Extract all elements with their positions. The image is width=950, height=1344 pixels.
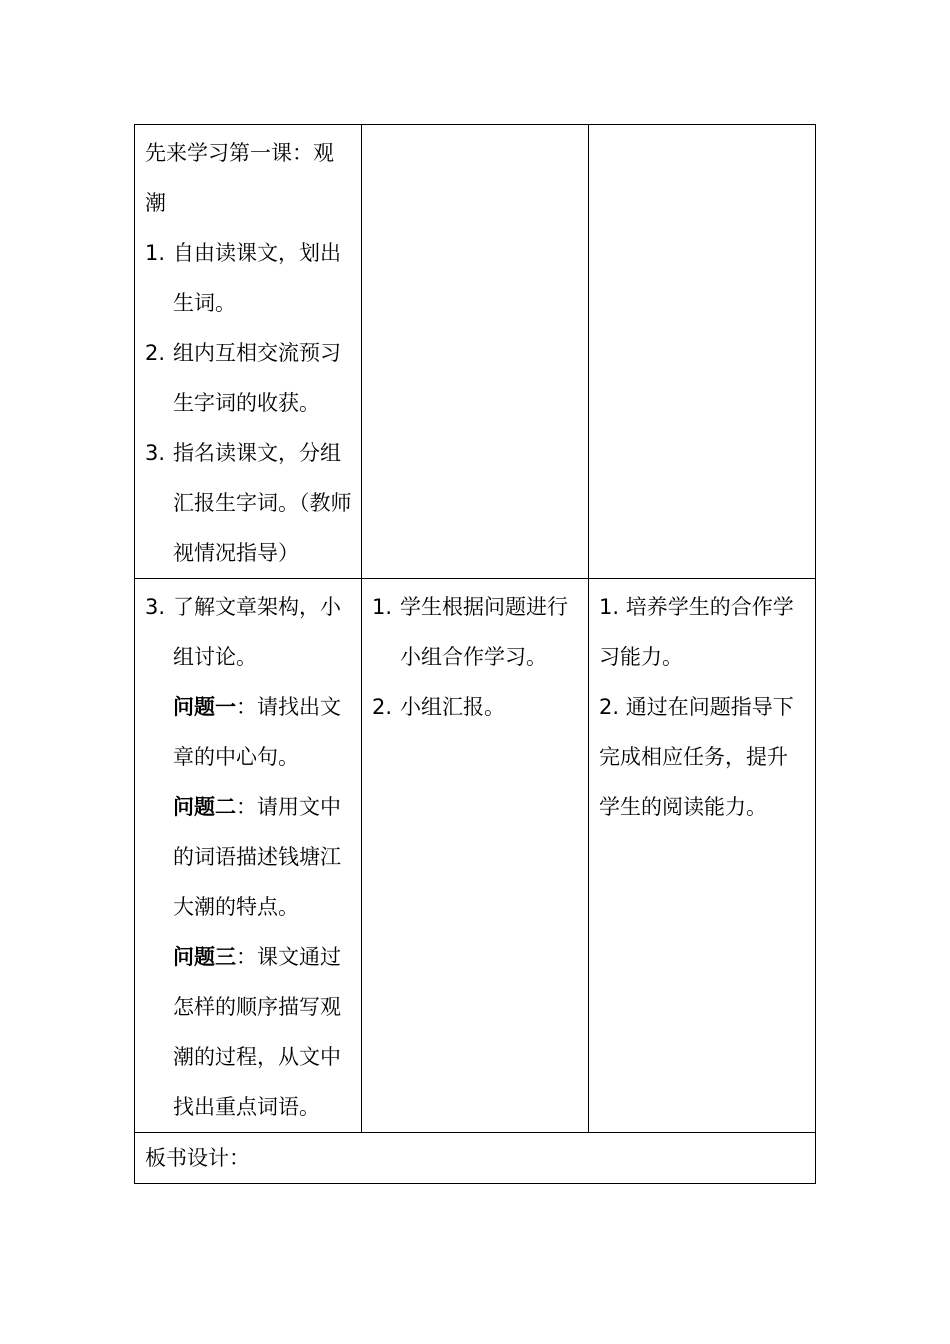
- cell-text: 先来学习第一课：观潮: [145, 141, 334, 215]
- table-cell: [362, 125, 589, 579]
- question-item: [145, 782, 353, 932]
- list-item: 2. 通过在问题指导下完成相应任务，提升学生的阅读能力。: [599, 695, 794, 819]
- list-number: 1.: [372, 595, 393, 619]
- list-text: 学生根据问题进行小组合作学习。: [400, 595, 568, 669]
- list-item: [372, 582, 580, 682]
- table-cell: [135, 1133, 816, 1184]
- question-label: 问题二: [173, 795, 236, 819]
- list-text: 组内互相交流预习生字词的收获。: [173, 341, 341, 415]
- question-text: ：请用文中的词语描述钱塘江大潮的特点。: [173, 795, 341, 919]
- question-text: ：请找出文章的中心句。: [173, 695, 341, 769]
- list-number: 3.: [145, 595, 166, 619]
- list-item: [372, 682, 580, 732]
- list-text: 自由读课文，划出生词。: [173, 241, 341, 315]
- lesson-plan-table: [134, 124, 816, 1184]
- table-cell: [135, 579, 362, 1133]
- table-cell: [362, 579, 589, 1133]
- list-item: [145, 328, 353, 428]
- list-item: [145, 428, 353, 578]
- list-text: 了解文章架构，小组讨论。: [173, 595, 341, 669]
- list-number: 3.: [145, 441, 166, 465]
- table-cell: [135, 125, 362, 579]
- table-row: [135, 579, 816, 1133]
- table-cell: [589, 125, 816, 579]
- question-item: [145, 932, 353, 1132]
- table-cell: [589, 579, 816, 1133]
- question-label: 问题三: [173, 945, 236, 969]
- question-item: [145, 682, 353, 782]
- list-item: 1. 培养学生的合作学习能力。: [599, 595, 794, 669]
- board-design-label: 板书设计：: [145, 1146, 250, 1170]
- question-label: 问题一: [173, 695, 236, 719]
- list-number: 2.: [145, 341, 166, 365]
- list-text: 小组汇报。: [400, 695, 505, 719]
- list-item: [145, 228, 353, 328]
- table-row: [135, 125, 816, 579]
- list-number: 1.: [145, 241, 166, 265]
- list-text: 指名读课文，分组汇报生字词。（教师视情况指导）: [173, 441, 352, 565]
- table-row: [135, 1133, 816, 1184]
- list-number: 2.: [372, 695, 393, 719]
- question-text: ：课文通过怎样的顺序描写观潮的过程，从文中找出重点词语。: [173, 945, 341, 1119]
- list-item: [145, 582, 353, 682]
